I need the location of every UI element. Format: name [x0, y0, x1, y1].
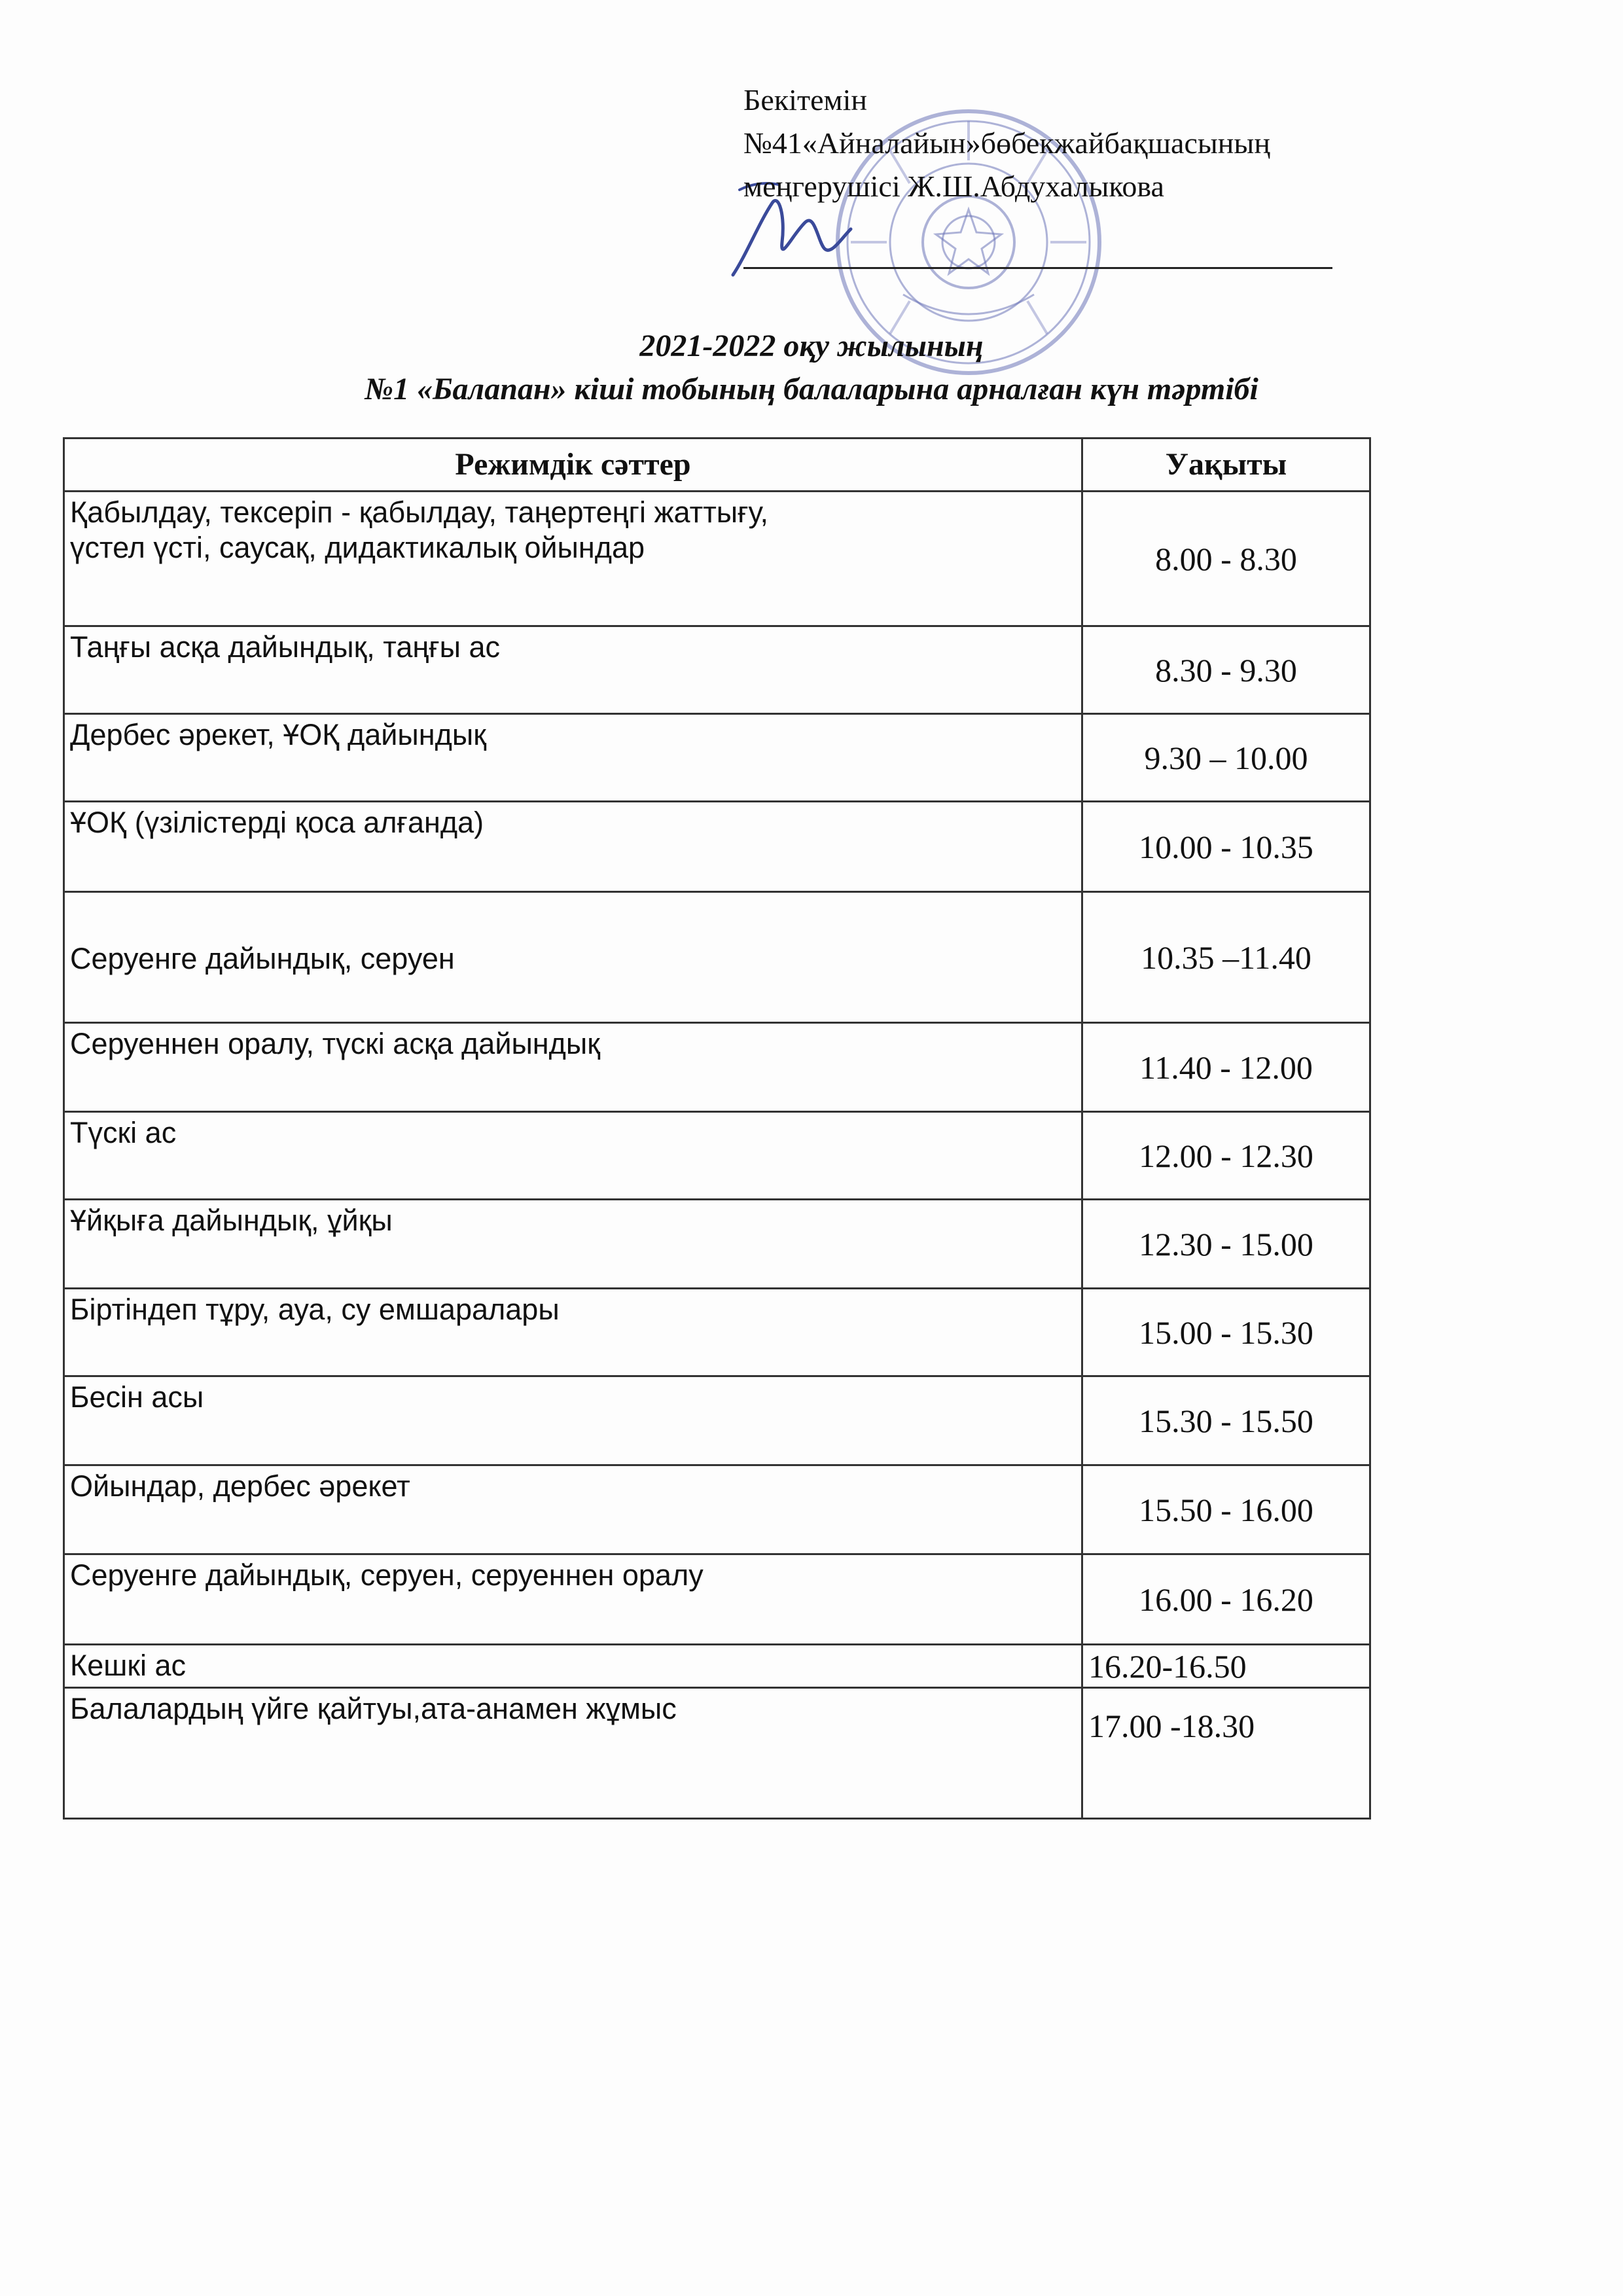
activity-cell: Ойындар, дербес әрекет — [64, 1465, 1082, 1554]
table-row — [64, 1554, 1370, 1645]
activity-cell: ҰОҚ (үзілістерді қоса алғанда) — [64, 802, 1082, 892]
activity-cell: Дербес әрекет, ҰОҚ дайындық — [64, 714, 1082, 802]
time-cell: 10.35 –11.40 — [1082, 892, 1370, 1023]
table-header-row — [64, 439, 1370, 492]
approval-block — [743, 79, 1270, 208]
table-row — [64, 892, 1370, 1023]
table-row — [64, 626, 1370, 714]
activity-text: Серуенге дайындық, серуен — [70, 941, 455, 975]
time-cell: 16.20-16.50 — [1082, 1645, 1370, 1688]
header-time: Уақыты — [1082, 439, 1370, 492]
signature-line — [743, 267, 1332, 269]
activity-cell — [64, 892, 1082, 1023]
approval-organization: №41«Айналайын»бөбекжайбақшасының — [743, 126, 1270, 160]
time-cell: 12.30 - 15.00 — [1082, 1200, 1370, 1289]
activity-cell: Ұйқыға дайындық, ұйқы — [64, 1200, 1082, 1289]
activity-cell — [64, 492, 1082, 626]
document-title — [0, 325, 1623, 411]
table-row — [64, 492, 1370, 626]
time-cell: 10.00 - 10.35 — [1082, 802, 1370, 892]
time-cell: 8.00 - 8.30 — [1082, 492, 1370, 626]
time-cell: 16.00 - 16.20 — [1082, 1554, 1370, 1645]
time-cell: 15.30 - 15.50 — [1082, 1376, 1370, 1465]
table-row — [64, 1112, 1370, 1200]
table-row — [64, 1688, 1370, 1819]
table-row — [64, 1023, 1370, 1112]
title-academic-year: 2021-2022 оқу жылының — [639, 329, 984, 363]
activity-cell: Таңғы асқа дайындық, таңғы ас — [64, 626, 1082, 714]
activity-cell: Серуеннен оралу, түскі асқа дайындық — [64, 1023, 1082, 1112]
table-row — [64, 1465, 1370, 1554]
activity-cell: Серуенге дайындық, серуен, серуеннен оралу — [64, 1554, 1082, 1645]
activity-cell: Балалардың үйге қайтуы,ата-анамен жұмыс — [64, 1688, 1082, 1819]
time-cell: 12.00 - 12.30 — [1082, 1112, 1370, 1200]
approval-label: Бекітемін — [743, 83, 867, 117]
header-activity: Режимдік сәттер — [64, 439, 1082, 492]
table-row — [64, 1200, 1370, 1289]
time-cell: 17.00 -18.30 — [1082, 1688, 1370, 1819]
table-row — [64, 1645, 1370, 1688]
title-schedule: №1 «Балапан» кіші тобының балаларына арналған күн тәртібі — [365, 372, 1258, 406]
table-row — [64, 1376, 1370, 1465]
table-row — [64, 714, 1370, 802]
table-row — [64, 802, 1370, 892]
time-cell: 11.40 - 12.00 — [1082, 1023, 1370, 1112]
activity-cell: Біртіндеп тұру, ауа, су емшаралары — [64, 1289, 1082, 1376]
activity-cell: Кешкі ас — [64, 1645, 1082, 1688]
schedule-table — [63, 437, 1371, 1820]
table-row — [64, 1289, 1370, 1376]
time-cell: 15.50 - 16.00 — [1082, 1465, 1370, 1554]
activity-cell: Түскі ас — [64, 1112, 1082, 1200]
approval-director: меңгерушісі Ж.Ш.Абдухалыкова — [743, 170, 1164, 203]
time-cell: 9.30 – 10.00 — [1082, 714, 1370, 802]
activity-cell: Бесін асы — [64, 1376, 1082, 1465]
time-cell: 8.30 - 9.30 — [1082, 626, 1370, 714]
activity-text: Қабылдау, тексеріп - қабылдау, таңертеңгі жаттығу, үстел үсті, саусақ, дидактикалық ойындар — [70, 495, 769, 564]
time-cell: 15.00 - 15.30 — [1082, 1289, 1370, 1376]
